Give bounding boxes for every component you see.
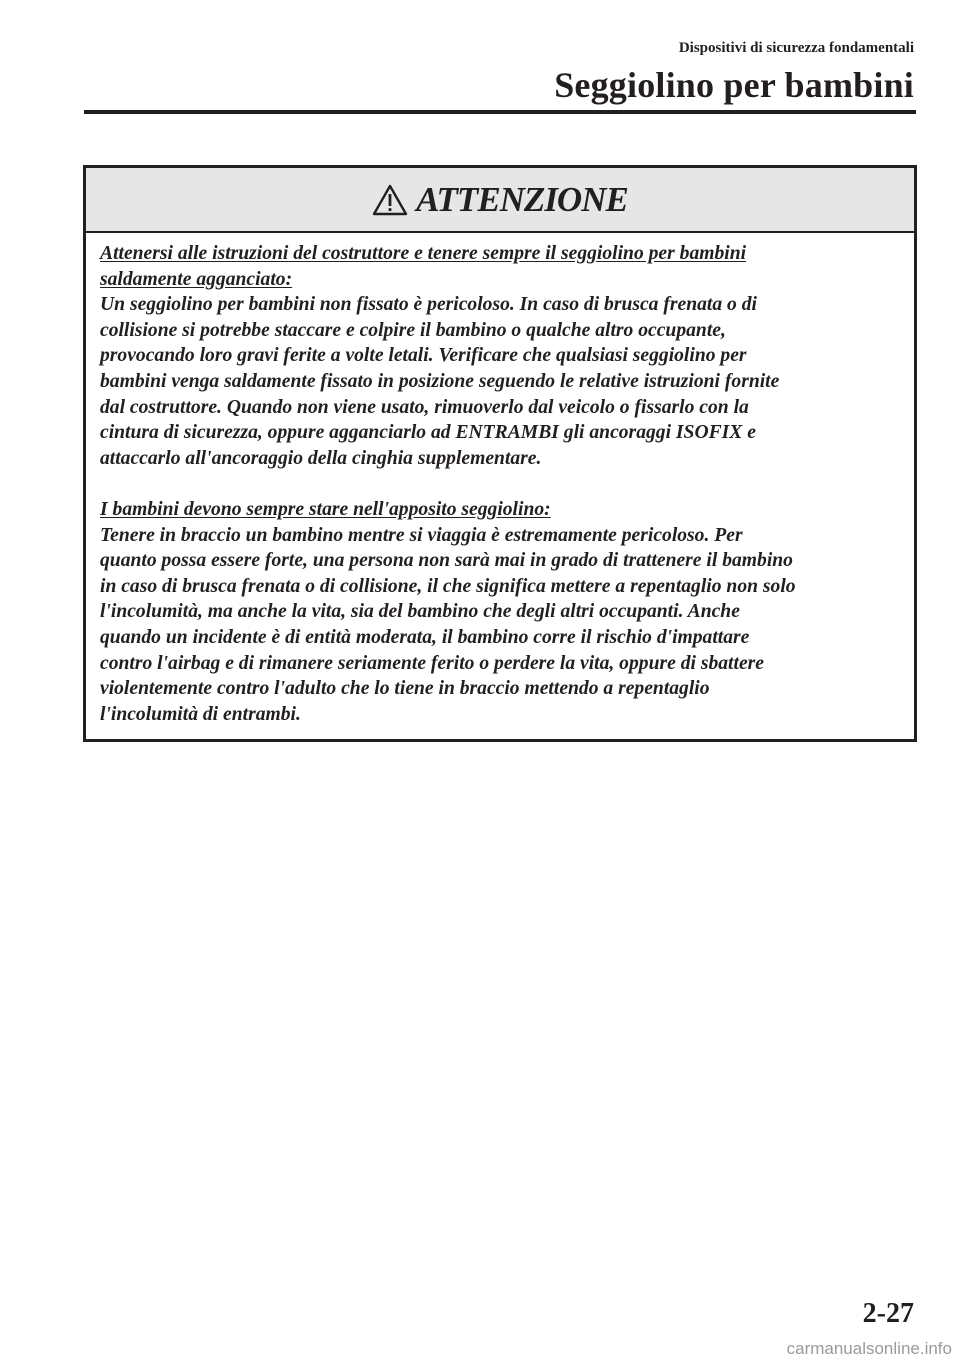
paragraph2-text-line: l'incolumità di entrambi.: [100, 703, 301, 725]
paragraph1-text-line: cintura di sicurezza, oppure agganciarlo ad ENTRAMBI gli ancoraggi ISOFIX e: [100, 422, 756, 444]
paragraph2-text-line: violentemente contro l'adulto che lo tiene in braccio mettendo a repentaglio: [100, 678, 710, 700]
watermark: carmanualsonline.info: [786, 1339, 952, 1358]
warning-triangle-icon: [372, 184, 408, 216]
chapter-title: Dispositivi di sicurezza fondamentali: [678, 40, 914, 56]
paragraph1-text-line: provocando loro gravi ferite a volte letali. Verificare che qualsiasi seggiolino per: [100, 345, 747, 367]
paragraph2-text-line: Tenere in braccio un bambino mentre si viaggia è estremamente pericoloso. Per: [100, 524, 743, 546]
page-number: 2-27: [862, 1298, 914, 1329]
paragraph2-text-line: in caso di brusca frenata o di collisione, il che significa mettere a repentaglio non solo: [100, 575, 796, 597]
section-title: Seggiolino per bambini: [554, 65, 914, 105]
header-divider: [84, 110, 916, 114]
paragraph1-heading-line: saldamente agganciato:: [100, 268, 293, 290]
paragraph2-text-line: l'incolumità, ma anche la vita, sia del bambino che degli altri occupanti. Anche: [100, 601, 740, 623]
paragraph2-text-line: quando un incidente è di entità moderata, il bambino corre il rischio d'impattare: [100, 626, 750, 648]
warning-box: [83, 165, 917, 742]
paragraph2-heading-line: I bambini devono sempre stare nell'apposito seggiolino:: [100, 498, 551, 520]
warning-title: ATTENZIONE: [416, 179, 628, 219]
paragraph-spacer: [100, 471, 900, 497]
paragraph2-text-line: contro l'airbag e di rimanere seriamente ferito o perdere la vita, oppure di sbattere: [100, 652, 764, 674]
paragraph1-text-line: collisione si potrebbe staccare e colpire il bambino o qualche altro occupante,: [100, 319, 726, 341]
paragraph1-text-line: Un seggiolino per bambini non fissato è pericoloso. In caso di brusca frenata o di: [100, 294, 757, 316]
paragraph1-heading-line: Attenersi alle istruzioni del costruttore e tenere sempre il seggiolino per bambini: [100, 243, 747, 264]
paragraph1-text-line: bambini venga saldamente fissato in posizione seguendo le relative istruzioni fornite: [100, 370, 780, 392]
warning-header: [86, 168, 914, 233]
warning-body: [86, 233, 914, 739]
paragraph2-text-line: quanto possa essere forte, una persona non sarà mai in grado di trattenere il bambino: [100, 550, 793, 572]
paragraph1-text-line: dal costruttore. Quando non viene usato, rimuoverlo dal veicolo o fissarlo con la: [100, 396, 749, 418]
paragraph1-text-line: attaccarlo all'ancoraggio della cinghia supplementare.: [100, 447, 542, 469]
